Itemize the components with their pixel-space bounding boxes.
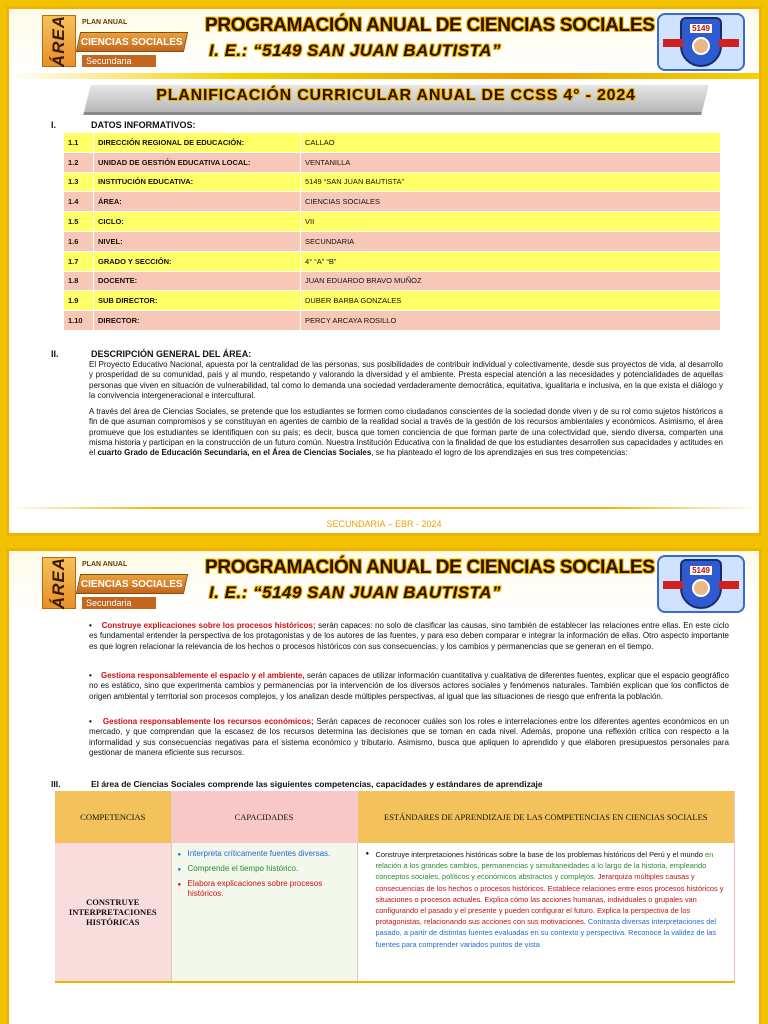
header-capacidades: CAPACIDADES xyxy=(171,791,357,843)
row-number: 1.2 xyxy=(64,152,94,172)
section-title: El área de Ciencias Sociales comprende las siguientes competencias, capacidades y estándares de aprendizaje xyxy=(91,779,543,789)
row-value: CIENCIAS SOCIALES xyxy=(301,192,721,212)
row-label: DOCENTE: xyxy=(94,271,301,291)
level-label: Secundaria xyxy=(82,597,156,609)
area-label: ÁREA xyxy=(49,14,69,68)
table-row xyxy=(64,271,721,291)
row-value: SECUNDARIA xyxy=(301,231,721,251)
row-value: VENTANILLA xyxy=(301,152,721,172)
school-name: I. E.: “5149 SAN JUAN BAUTISTA” xyxy=(209,583,501,602)
table-row xyxy=(64,291,721,311)
bullet-paragraph: • Gestiona responsablemente el espacio y el ambiente, serán capaces de utilizar información cuantitativa y cualitativa de diferentes fuentes, explicar que el espacio geográfico no es estático, sino que experimenta cambios y permanencias por la intervención de los diversos actores sociales y fenómenos naturales. También explican que los conflictos de origen ambiental y territorial son procesos complejos, y los analizan desde múltiples perspectivas, al igual que las situaciones de riesgo que enfrenta la población. xyxy=(89,671,730,701)
row-label: DIRECTOR: xyxy=(94,311,301,331)
table-row xyxy=(64,152,721,172)
header-estandares: ESTÁNDARES DE APRENDIZAJE DE LAS COMPETENCIAS EN CIENCIAS SOCIALES xyxy=(357,791,735,843)
bullet-paragraph: • Construye explicaciones sobre los procesos históricos; serán capaces: no solo de clasificar las causas, sino también de establecer las relaciones entre ellas. En este ciclo es fundamental entender la perspectiva de los protagonistas y de los autores de las fuentes, y para eso deben comparar e integrar la información de ellas. Otro aspecto importante es que logren relacionar la relevancia de los hechos o procesos históricos con sus consecuencias, y los cambios y permanencias que se generan en el tiempo. xyxy=(89,621,729,651)
header-competencias: COMPETENCIAS xyxy=(55,791,171,843)
row-value: CALLAO xyxy=(301,133,721,153)
row-label: DIRECCIÓN REGIONAL DE EDUCACIÓN: xyxy=(94,133,301,153)
page-2 xyxy=(6,548,762,1024)
table-row xyxy=(64,192,721,212)
header-divider xyxy=(9,73,759,79)
list-item: ● Interpreta críticamente fuentes diversas. xyxy=(178,849,351,859)
subject-label: CIENCIAS SOCIALES xyxy=(81,578,183,590)
table-row xyxy=(55,843,735,981)
row-label: NIVEL: xyxy=(94,231,301,251)
row-number: 1.1 xyxy=(64,133,94,153)
area-label: ÁREA xyxy=(49,556,69,610)
plan-label: PLAN ANUAL xyxy=(82,561,128,568)
table-divider xyxy=(55,981,735,983)
row-label: INSTITUCIÓN EDUCATIVA: xyxy=(94,172,301,192)
row-label: CICLO: xyxy=(94,212,301,232)
row-number: 1.8 xyxy=(64,271,94,291)
footer-divider xyxy=(9,507,759,509)
table-row xyxy=(64,133,721,153)
table-row xyxy=(64,231,721,251)
row-label: GRADO Y SECCIÓN: xyxy=(94,251,301,271)
page-footer: SECUNDARIA – EBR - 2024 xyxy=(326,519,442,529)
row-number: 1.9 xyxy=(64,291,94,311)
section-number: II. xyxy=(51,349,59,359)
page-1 xyxy=(6,6,762,536)
school-logo xyxy=(657,13,745,71)
row-label: SUB DIRECTOR: xyxy=(94,291,301,311)
document-title: PROGRAMACIÓN ANUAL DE CIENCIAS SOCIALES xyxy=(205,557,655,578)
row-number: 1.4 xyxy=(64,192,94,212)
level-label: Secundaria xyxy=(82,55,156,67)
area-badge xyxy=(42,14,194,68)
logo-number: 5149 xyxy=(692,566,710,575)
competencia-cell: CONSTRUYE INTERPRETACIONES HISTÓRICAS xyxy=(55,843,171,981)
bullet-title: Gestiona responsablemente los recursos económicos; xyxy=(102,717,314,726)
paragraph: El Proyecto Educativo Nacional, apuesta por la centralidad de las personas, sus posibilidades de contribuir individual y colectivamente, desde sus proyectos de vida, al desarrollo y prosperidad de su comunidad, país y al mundo, respetando y valorando la diversidad y el ambiente. Presta especial atención a las necesidades y potencialidades de aquellas personas que viven en situación de vulnerabilidad, tal como lo demanda una sociedad verdaderamente democrática, equitativa, igualitaria e inclusiva, en la que exista el diálogo y la convivencia intergeneracional e intercultural. xyxy=(89,360,723,400)
row-value: 5149 “SAN JUAN BAUTISTA” xyxy=(301,172,721,192)
highlight-text: cuarto Grado de Educación Secundaria, en el Área de Ciencias Sociales xyxy=(97,448,372,458)
paragraph: A través del área de Ciencias Sociales, se pretende que los estudiantes se formen como ciudadanos conscientes de la sociedad donde viven y de su rol como sujetos históricos a fin de que asuman compromisos y se constituyan en agentes de cambio de la realidad social a través de la gestión de los recursos ambientales y económicos. Asimismo, el área promueve que los estudiantes se identifiquen con su país; es decir, busca que tomen conciencia de que forman parte de una colectividad que, siendo diversa, comparten una misma historia y participan en la construcción de un futuro común. Nuestra Institución Educativa con la finalidad de que los estudiantes desarrollen sus capacidades y actitudes en el cuarto Grado de Educación Secundaria, en el Área de Ciencias Sociales, se ha planteado el logro de los aprendizajes en sus tres competencias: xyxy=(89,407,723,458)
row-number: 1.10 xyxy=(64,311,94,331)
competencias-table xyxy=(55,791,735,981)
row-value: VII xyxy=(301,212,721,232)
datos-table xyxy=(63,132,721,331)
table-row xyxy=(64,251,721,271)
document-title: PROGRAMACIÓN ANUAL DE CIENCIAS SOCIALES xyxy=(205,15,655,36)
area-badge xyxy=(42,556,194,610)
shield-icon xyxy=(680,559,722,609)
row-value: 4° “A” “B” xyxy=(301,251,721,271)
capacidades-cell xyxy=(171,843,357,981)
bullet-title: Gestiona responsablemente el espacio y el ambiente, xyxy=(100,671,305,680)
logo-number: 5149 xyxy=(692,24,710,33)
row-number: 1.6 xyxy=(64,231,94,251)
section-title: DATOS INFORMATIVOS: xyxy=(91,120,196,130)
row-number: 1.3 xyxy=(64,172,94,192)
shield-icon xyxy=(680,17,722,67)
row-number: 1.7 xyxy=(64,251,94,271)
section-number: III. xyxy=(51,779,61,789)
table-row xyxy=(64,172,721,192)
row-number: 1.5 xyxy=(64,212,94,232)
row-value: PERCY ARCAYA ROSILLO xyxy=(301,311,721,331)
subject-label: CIENCIAS SOCIALES xyxy=(81,36,183,48)
row-label: UNIDAD DE GESTIÓN EDUCATIVA LOCAL: xyxy=(94,152,301,172)
section-title: DESCRIPCIÓN GENERAL DEL ÁREA: xyxy=(91,349,252,359)
page-header xyxy=(9,551,759,615)
row-label: ÁREA: xyxy=(94,192,301,212)
plan-label: PLAN ANUAL xyxy=(82,19,128,26)
school-name: I. E.: “5149 SAN JUAN BAUTISTA” xyxy=(209,41,501,60)
table-row xyxy=(64,311,721,331)
planning-banner: PLANIFICACIÓN CURRICULAR ANUAL DE CCSS 4° - 2024 xyxy=(156,87,636,104)
list-item: ● Construye interpretaciones históricas sobre la base de los problemas históricos del Perú y el mundo en relación a los grandes cambios, permanencias y simultaneidades a lo largo de la historia, empleando conceptos sociales, políticos y económicos abstractos y complejos. Jerarquiza múltiples causas y consecuencias de los hechos o procesos históricos. Establece relaciones entre esos procesos históricos y situaciones o procesos actuales. Explica cómo las acciones humanas, individuales o grupales van configurando el pasado y el presente y pueden configurar el futuro. Explica la perspectiva de los protagonistas, relacionando sus acciones con sus motivaciones. Contrasta diversas interpretaciones del pasado, a partir de distintas fuentes evaluadas en su contexto y perspectiva. Reconoce la validez de las fuentes para comprender variados puntos de vista xyxy=(366,849,727,950)
section-heading xyxy=(51,779,543,789)
row-value: JUAN EDUARDO BRAVO MUÑOZ xyxy=(301,271,721,291)
list-item: ● Elabora explicaciones sobre procesos históricos. xyxy=(178,879,351,899)
bullet-title: Construye explicaciones sobre los procesos históricos; xyxy=(101,621,316,630)
estandares-cell xyxy=(357,843,735,981)
row-value: DUBER BARBA GONZALES xyxy=(301,291,721,311)
bullet-paragraph: • Gestiona responsablemente los recursos económicos; Serán capaces de reconocer cuáles son los roles e interrelaciones entre los diferentes agentes económicos en un mercado, y que comprendan que la escasez de los recursos determina las decisiones que se toman en cada nivel. Además, propone una reflexión crítica con respecto a la informalidad y sus consecuencias negativas para el sistema económico y tributario. Asimismo, busca que apliquen lo aprendido y que elaboren presupuestos personales para gestionar de manera eficiente sus recursos. xyxy=(89,717,730,757)
section-number: I. xyxy=(51,120,57,130)
table-row xyxy=(64,212,721,232)
page-header xyxy=(9,9,759,73)
school-logo xyxy=(657,555,745,613)
list-item: ● Comprende el tiempo histórico. xyxy=(178,864,351,874)
